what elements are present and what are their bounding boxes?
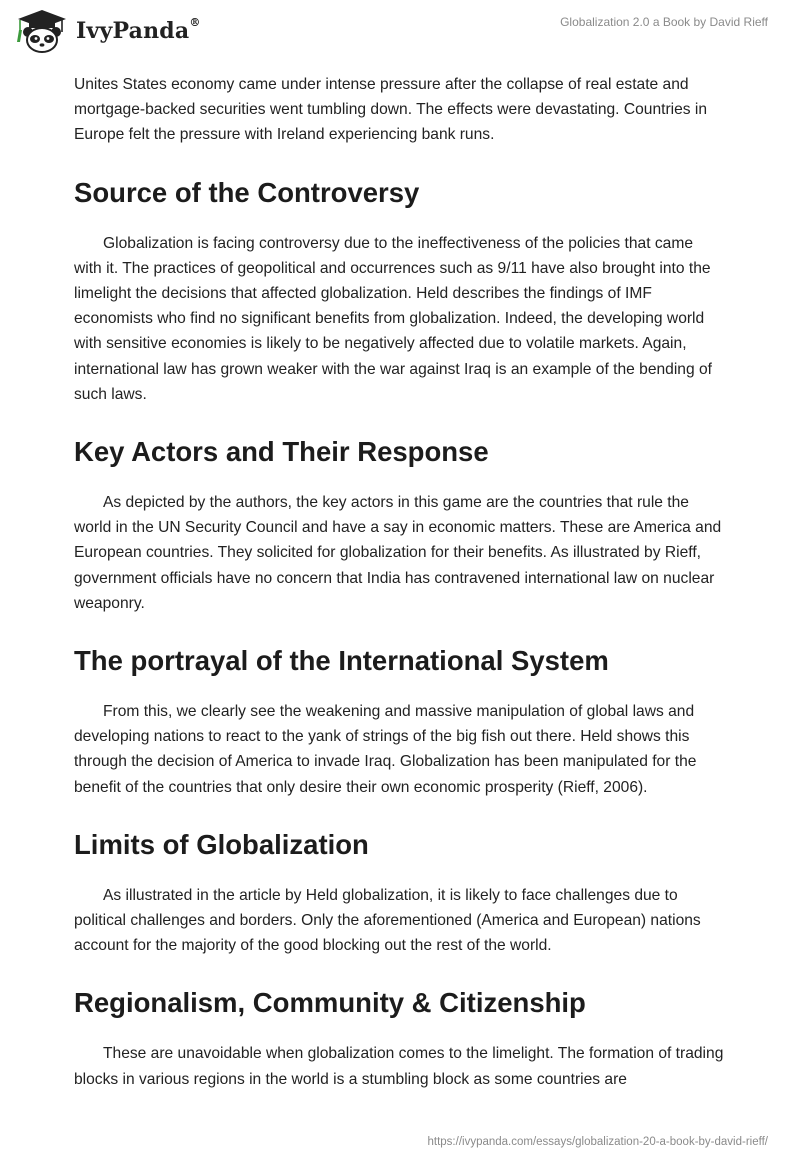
heading-source-of-controversy: Source of the Controversy [74,176,420,208]
paragraph-key-actors: As depicted by the authors, the key actors in this game are the countries that rule the world in the UN Security Council and have a say in economic matters. These are America and European countries. They solicited for globalization for their benefits. As illustrated by Rieff, government officials have no concern that India has contravened international law on nuclear weaponry. [74,494,722,612]
brand-name: IvyPanda® [76,16,201,44]
paragraph-source-of-controversy: Globalization is facing controversy due to the ineffectiveness of the policies that came with it. The practices of geopolitical and occurrences such as 9/11 have also brought into the limelight the decisions that affected globalization. Held describes the findings of IMF economists who find no significant benefits from globalization. Indeed, the developing world with sensitive economies is likely to be negatively affected due to volatile markets. Again, international law has grown weaker with the war against Iraq is an example of the bending of such laws. [74,234,712,403]
paragraph-regionalism: These are unavoidable when globalization comes to the limelight. The formation of trading blocks in various regions in the world is a stumbling block as some countries are [74,1045,724,1088]
heading-international-system: The portrayal of the International System [74,645,609,677]
page-header [0,0,800,66]
article-body [74,72,724,1092]
panda-graduate-icon [14,8,70,54]
paragraph-limits-of-globalization: As illustrated in the article by Held globalization, it is likely to face challenges due to political challenges and borders. Only the aforementioned (America and European) nations account for the majority of the good blocking out the rest of the world. [74,886,701,955]
document-title: Globalization 2.0 a Book by David Rieff [560,15,768,29]
ivypanda-logo[interactable] [14,8,201,54]
intro-paragraph: Unites States economy came under intense pressure after the collapse of real estate and mortgage-backed securities went tumbling down. The effects were devastating. Countries in Europe felt the pressure with Ireland experiencing bank runs. [74,76,708,144]
heading-regionalism: Regionalism, Community & Citizenship [74,987,586,1019]
source-url[interactable]: https://ivypanda.com/essays/globalization-20-a-book-by-david-rieff/ [427,1136,768,1148]
heading-limits-of-globalization: Limits of Globalization [74,828,369,860]
paragraph-international-system: From this, we clearly see the weakening and massive manipulation of global laws and developing nations to react to the yank of strings of the big fish out there. Held shows this through the decision of America to invade Iraq. Globalization has been manipulated for the benefit of the countries that only desire their own economic prosperity (Rieff, 2006). [74,703,697,796]
heading-key-actors: Key Actors and Their Response [74,436,489,468]
